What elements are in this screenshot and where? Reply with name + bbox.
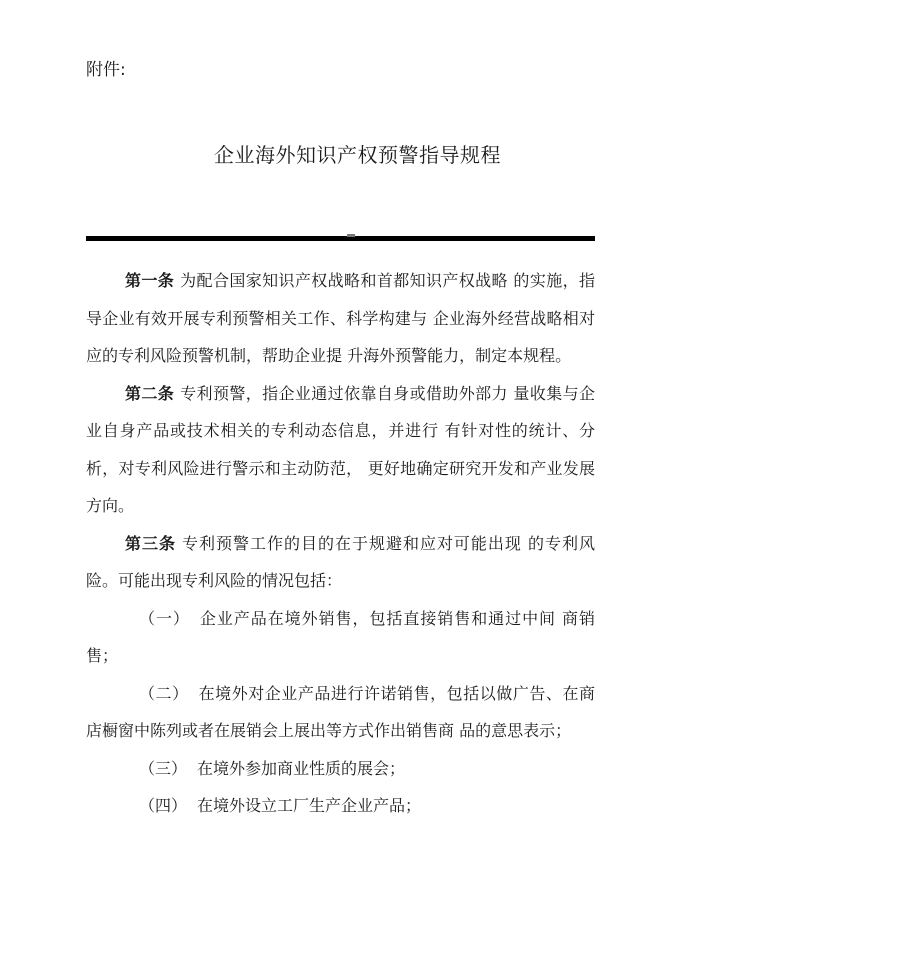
list-item-4-text: 在境外设立工厂生产企业产品； bbox=[197, 796, 422, 815]
article-2-text: 专利预警，指企业通过依靠自身或借助外部力 量收集与企业自身产品或技术相关的专利动态信息，并进行 有针对性的统计、分析，对专利风险进行警示和主动防范， 更好地确定研究开发和产业发展方向。 bbox=[86, 383, 595, 515]
article-1-number: 第一条 bbox=[125, 271, 175, 290]
divider-mark bbox=[347, 234, 355, 237]
list-item-3-text: 在境外参加商业性质的展会； bbox=[197, 758, 406, 778]
title-divider bbox=[86, 236, 595, 241]
annex-label: 附件: bbox=[86, 60, 126, 80]
article-3-text: 专利预警工作的目的在于规避和应对可能出现 的专利风险。可能出现专利风险的情况包括： bbox=[86, 533, 595, 590]
list-item-4-number: （四） bbox=[139, 796, 188, 815]
article-2-number: 第二条 bbox=[125, 383, 175, 403]
article-2 bbox=[86, 375, 595, 525]
list-item-3 bbox=[86, 750, 595, 788]
article-1-text: 为配合国家知识产权战略和首都知识产权战略 的实施，指导企业有效开展专利预警相关工作、科学构建与 企业海外经营战略相对应的专利风险预警机制，帮助企业提 升海外预警能力，制定本规程。 bbox=[86, 271, 595, 365]
list-item-1 bbox=[86, 600, 595, 675]
list-item-3-number: （三） bbox=[139, 758, 188, 778]
document-body bbox=[86, 262, 595, 825]
list-item-1-number: （一） bbox=[139, 608, 190, 628]
article-3-number: 第三条 bbox=[125, 533, 176, 553]
list-item-2 bbox=[86, 675, 595, 750]
list-item-4 bbox=[86, 787, 595, 825]
article-1 bbox=[86, 262, 595, 375]
list-item-2-text: 在境外对企业产品进行许诺销售，包括以做广告、在商店橱窗中陈列或者在展销会上展出等方式作出销售商 品的意思表示； bbox=[86, 683, 595, 740]
document-title: 企业海外知识产权预警指导规程 bbox=[214, 143, 501, 167]
list-item-1-text: 企业产品在境外销售，包括直接销售和通过中间 商销售； bbox=[86, 608, 595, 665]
article-3 bbox=[86, 525, 595, 600]
list-item-2-number: （二） bbox=[139, 683, 189, 703]
